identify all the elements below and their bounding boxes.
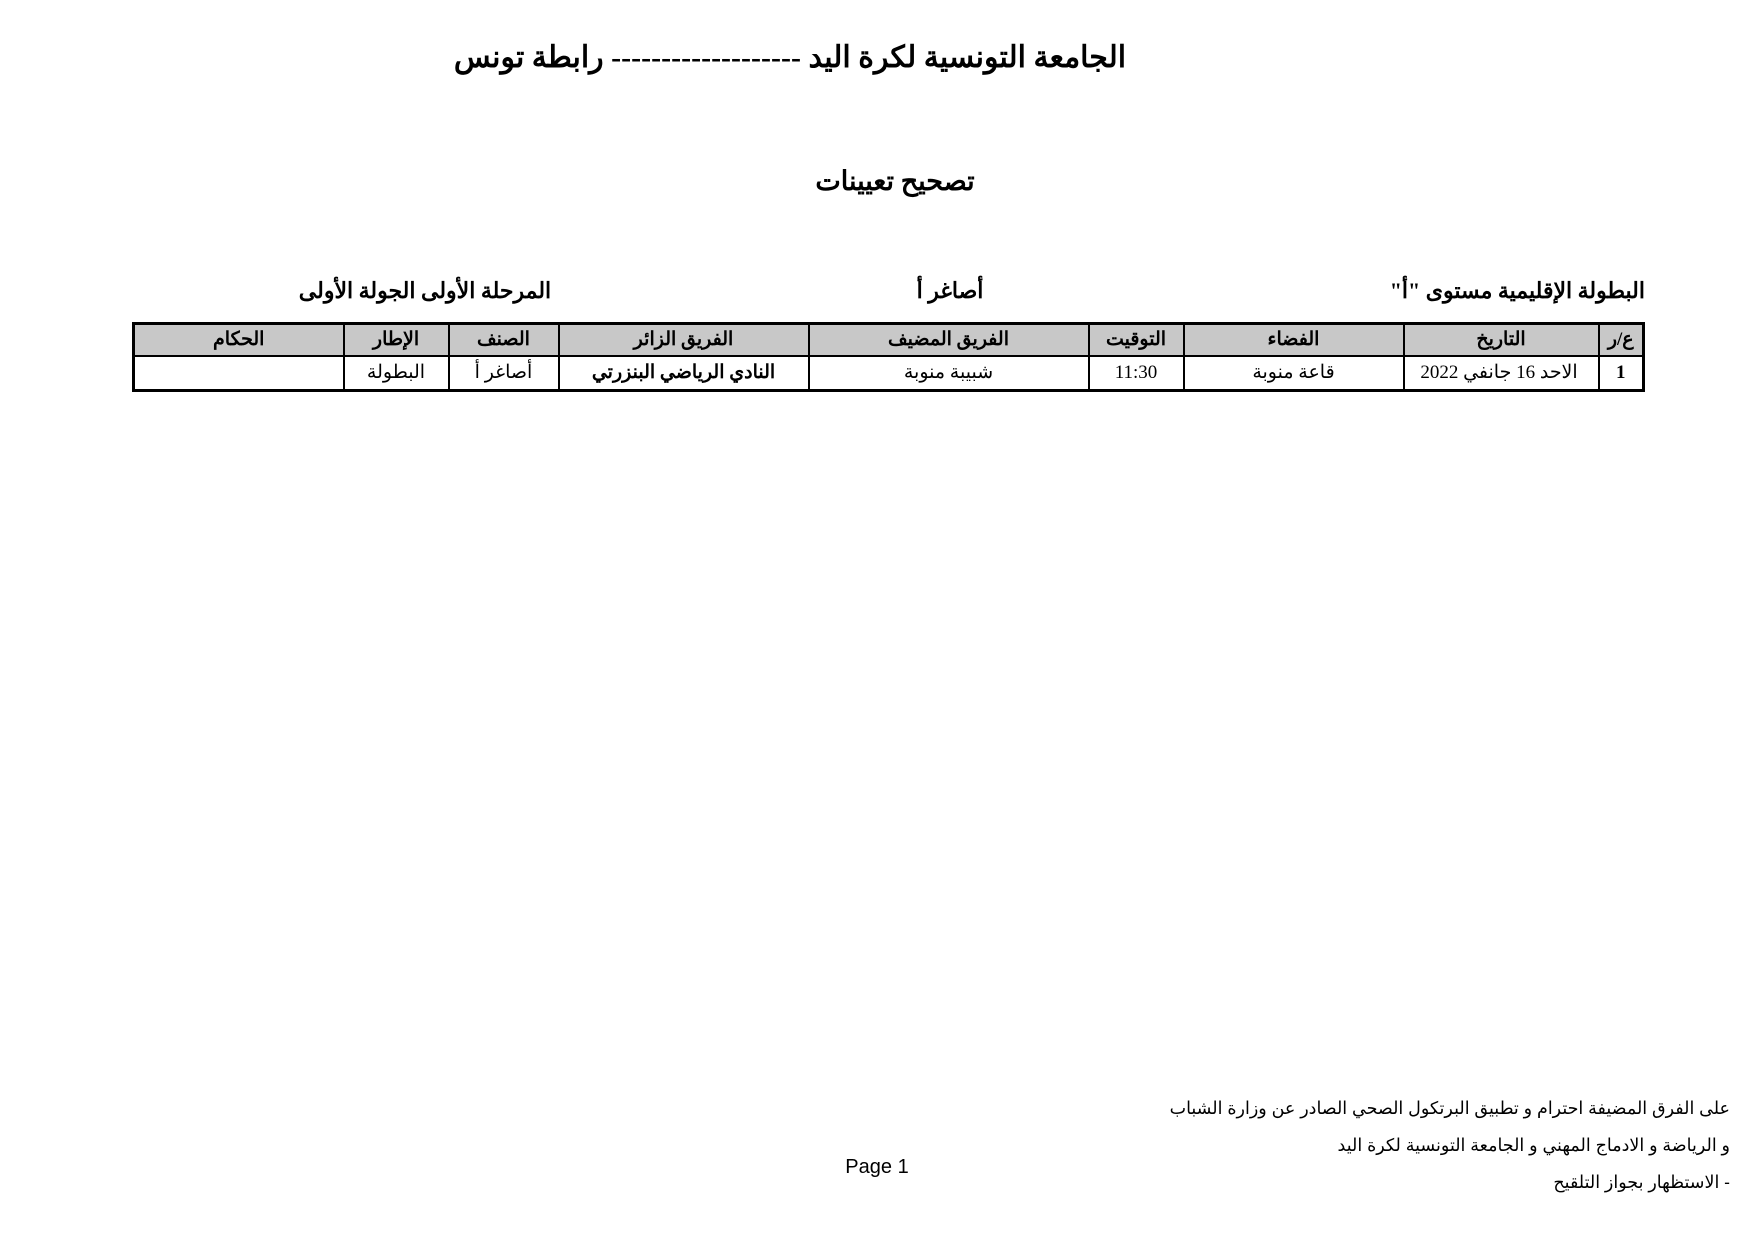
table-row (134, 356, 1644, 391)
category-label: أصاغر أ (916, 278, 984, 303)
page-title: الجامعة التونسية لكرة اليد ------------------- رابطة تونس (453, 41, 1127, 74)
cell-frame: البطولة (344, 356, 449, 391)
col-header-date: التاريخ (1404, 324, 1599, 356)
col-header-home-team: الفريق المضيف (809, 324, 1089, 356)
cell-match-number: 1 (1599, 356, 1644, 391)
note-line: و الرياضة و الادماج المهني و الجامعة التونسية لكرة اليد (1337, 1135, 1730, 1155)
assignments-table (132, 322, 1645, 392)
col-header-venue: الفضاء (1184, 324, 1404, 356)
cell-date: الاحد 16 جانفي 2022 (1404, 356, 1599, 391)
page-number: Page 1 (845, 1156, 909, 1178)
championship-label: البطولة الإقليمية مستوى "أ" (1389, 278, 1645, 303)
page-subtitle: تصحيح تعيينات (815, 166, 975, 196)
cell-time: 11:30 (1089, 356, 1184, 391)
cell-category: أصاغر أ (449, 356, 559, 391)
col-header-num: ع/ر (1599, 324, 1644, 356)
col-header-frame: الإطار (344, 324, 449, 356)
meta-line (0, 278, 1754, 318)
col-header-referees: الحكام (134, 324, 344, 356)
note-line: - الاستظهار بجواز التلقيح (1553, 1172, 1730, 1192)
health-protocol-note (1170, 1090, 1730, 1201)
col-header-visitor-team: الفريق الزائر (559, 324, 809, 356)
col-header-category: الصنف (449, 324, 559, 356)
cell-venue: قاعة منوبة (1184, 356, 1404, 391)
cell-visitor-team: النادي الرياضي البنزرتي (559, 356, 809, 391)
col-header-time: التوقيت (1089, 324, 1184, 356)
note-line: على الفرق المضيفة احترام و تطبيق البرتكول الصحي الصادر عن وزارة الشباب (1169, 1098, 1730, 1118)
cell-referees (134, 356, 344, 391)
cell-home-team: شبيبة منوبة (809, 356, 1089, 391)
stage-label: المرحلة الأولى الجولة الأولى (298, 278, 552, 303)
table-header-row (134, 324, 1644, 356)
